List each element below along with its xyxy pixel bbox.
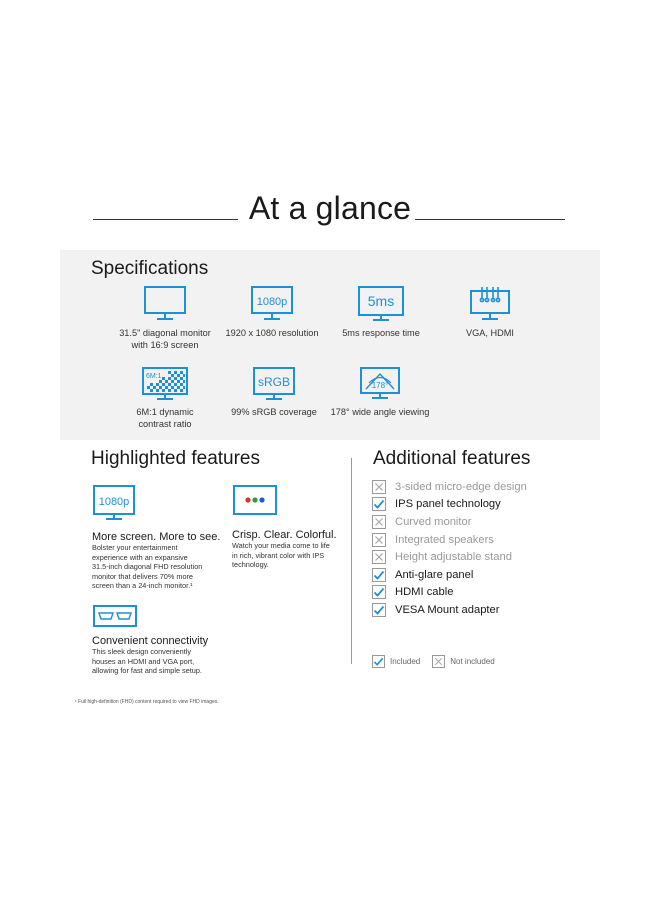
additional-feature-label: IPS panel technology [395,498,501,511]
additional-feature-row [372,548,527,566]
1080p-icon [92,484,136,522]
viewing-angle-icon [357,362,403,402]
included-box [372,603,386,617]
title-rule-right [415,219,565,220]
feature-text-line: 31.5-inch diagonal FHD resolution [92,562,203,572]
check-icon [373,498,385,510]
additional-feature-label: Anti-glare panel [395,568,474,581]
feature-title: Convenient connectivity [92,635,209,647]
spec-badge: 6M:1 [146,373,162,380]
specifications-heading: Specifications [91,258,209,279]
feature-text-line: experience with an expansive [92,552,188,562]
additional-features-list [372,478,527,619]
x-icon [373,516,385,528]
legend-included-label: Included [390,657,421,666]
included-box [372,497,386,511]
footnote: ¹ Full high-definition (FHD) content required to view FHD images. [75,699,219,705]
5ms-icon [356,285,406,323]
not-included-box [372,533,386,547]
srgb-icon [251,366,297,402]
check-icon [373,586,385,598]
column-divider [351,458,352,664]
feature-text-line: Watch your media come to life [232,541,330,550]
monitor-icon [141,285,189,323]
spec-badge: sRGB [257,375,291,389]
legend-not-included-box [432,655,445,668]
spec-caption-line: 31.5" diagonal monitor [119,328,211,338]
spec-caption-line: VGA, HDMI [466,328,514,338]
additional-feature-label: HDMI cable [395,586,454,599]
not-included-box [372,480,386,494]
spec-badge: 178° [371,381,389,390]
connectivity-icon [92,604,138,628]
highlighted-features-heading: Highlighted features [91,448,260,469]
page-title: At a glance [248,190,412,226]
feature-text-line: This sleek design conveniently [92,647,191,656]
spec-caption-line: 5ms response time [342,328,420,338]
spec-item [219,366,329,418]
legend-included-box [372,655,385,668]
additional-feature-row [372,584,527,602]
additional-feature-row [372,478,527,496]
additional-feature-label: Height adjustable stand [395,551,512,564]
feature-text-line: allowing for fast and simple setup. [92,666,202,676]
additional-feature-row [372,566,527,584]
included-box [372,568,386,582]
spec-item [326,285,436,339]
feature-item [92,604,242,676]
check-icon [373,656,384,667]
feature-text-line: Bolster your entertainment [92,543,178,552]
feature-text-line: monitor that delivers 70% more [92,571,193,581]
additional-features-heading: Additional features [373,448,531,469]
feature-text-line: technology. [232,560,269,570]
spec-item [435,285,545,339]
additional-feature-row [372,601,527,619]
check-icon [373,569,385,581]
feature-badge: 1080p [98,496,130,508]
feature-text-line: houses an HDMI and VGA port, [92,656,195,666]
legend-not-included-label: Not included [450,657,495,666]
spec-item [325,362,435,418]
1080p-icon [248,285,296,323]
not-included-box [372,550,386,564]
x-icon [373,534,385,546]
spec-caption-line: 178° wide angle viewing [330,407,430,417]
feature-item [92,484,232,591]
additional-feature-label: Curved monitor [395,515,472,528]
spec-caption-line: 1920 x 1080 resolution [225,328,319,338]
spec-item [217,285,327,339]
spec-item [110,285,220,351]
spec-caption-line: 6M:1 dynamic [136,407,194,417]
additional-feature-row [372,531,527,549]
included-box [372,585,386,599]
not-included-box [372,515,386,529]
additional-feature-label: VESA Mount adapter [395,603,500,616]
feature-title: More screen. More to see. [92,531,221,543]
ports-icon [466,285,514,323]
spec-badge: 5ms [367,293,395,309]
contrast-icon [140,366,190,402]
additional-feature-label: Integrated speakers [395,533,494,546]
x-icon [433,656,444,667]
feature-text-line: screen than a 24-inch monitor.¹ [92,581,193,591]
spec-badge: 1080p [256,296,288,308]
spec-caption-line: 99% sRGB coverage [231,407,317,417]
additional-feature-row [372,496,527,514]
check-icon [373,604,385,616]
spec-caption-line: contrast ratio [138,419,192,429]
x-icon [373,481,385,493]
additional-feature-row [372,513,527,531]
spec-item [110,366,220,430]
color-dots-icon [232,484,278,518]
feature-item [232,484,347,570]
additional-feature-label: 3-sided micro-edge design [395,480,527,493]
feature-text-line: in rich, vibrant color with IPS [232,550,325,560]
legend [372,655,495,668]
x-icon [373,551,385,563]
feature-title: Crisp. Clear. Colorful. [232,529,337,541]
spec-caption-line: with 16:9 screen [131,340,199,350]
